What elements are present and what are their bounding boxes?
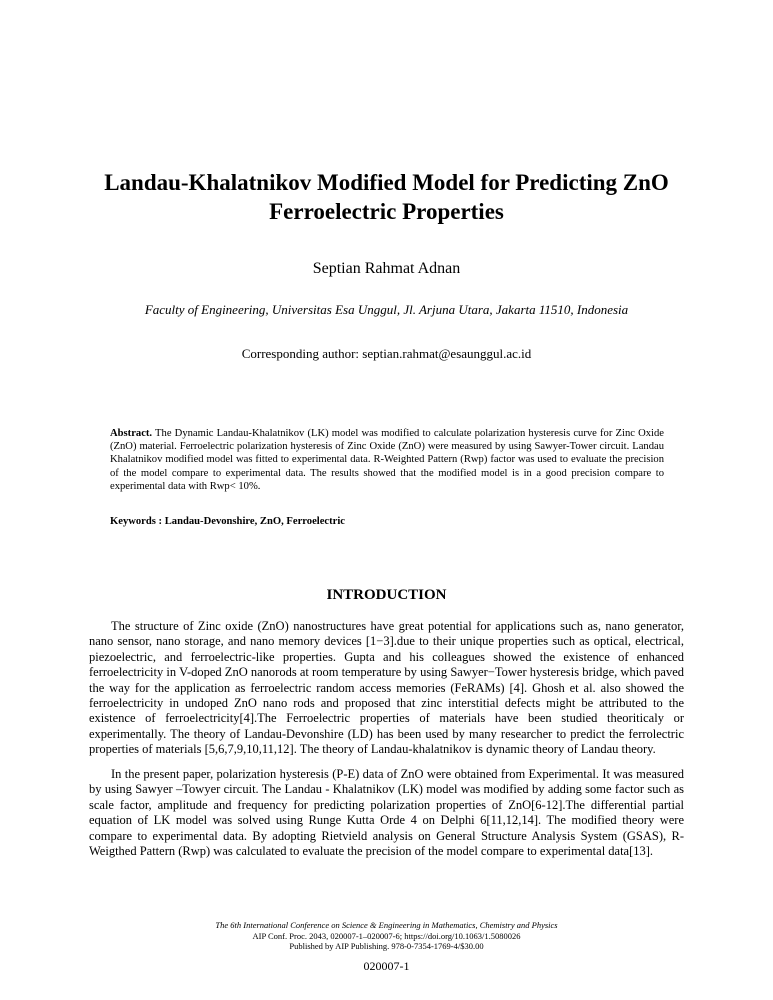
- section-heading: INTRODUCTION: [326, 587, 447, 603]
- body-paragraph: In the present paper, polarization hysteresis (P-E) data of ZnO were obtained from Experimental. It was measured by using Sawyer –Towyer circuit. The Landau - Khalatnikov (LK) model was modified by adding some factor such as scale factor, amplitude and frequency for predicting polarization properties of ZnO[6-12].The differential partial equation of LK model was solved using Runge Kutta Orde 4 on Delphi 6[11,12,14]. The modified theory were compare to experimental data. By adopting Rietvield analysis on General Structure Analysis System (GSAS), R-Weigthed Pattern (Rwp) was calculated to evaluate the precision of the model compare to experimental data[13].: [89, 767, 684, 859]
- footer-citation: AIP Conf. Proc. 2043, 020007-1–020007-6; https://doi.org/10.1063/1.5080026: [252, 930, 521, 941]
- keywords: Keywords : Landau-Devonshire, ZnO, Ferroelectric: [110, 516, 345, 527]
- paper-title: Landau-Khalatnikov Modified Model for Predicting ZnO Ferroelectric Properties: [104, 170, 669, 224]
- body-paragraph: The structure of Zinc oxide (ZnO) nanostructures have great potential for applications such as, nano generator, nano sensor, nano storage, and nano memory devices [1−3].due to their unique properties such as optical, electrical, piezoelectric, and ferroelectric-like properties. Gupta and his colleagues showed the existence of enhanced ferroelectricity in V-doped ZnO nanorods at room temperature by using Sawyer−Tower hysteresis bridge, which paved the way for the application as ferroelectric random access memories (FeRAMs) [4]. Ghosh et al. also showed the ferroelectricity in undoped ZnO nano rods and proposed that zinc interstitial defects might be attributed to the existence of ferroelectricity[4].The Ferroelectric properties of materials have been studied theoriticaly or experimentally. The theory of Landau-Devonshire (LD) has been used by many researcher to predict the ferrolectric properties of materials [5,6,7,9,10,11,12]. The theory of Landau-khalatnikov is dynamic theory of Landau theory.: [89, 619, 684, 757]
- footer-conference: The 6th International Conference on Science & Engineering in Mathematics, Chemistry and Physics: [215, 920, 558, 930]
- abstract-text: The Dynamic Landau-Khalatnikov (LK) model was modified to calculate polarization hysteresis curve for Zinc Oxide (ZnO) material. Ferroelectric polarization hysteresis of Zinc Oxide (ZnO) were measured by using Sawyer-Tower circuit. Landau Khalatnikov modified model was fitted to experimental data. R-Weighted Pattern (Rwp) factor was used to evaluate the precision of the model compare to experimental data. The results showed that the modified model is in a good precision compare to experimental data with Rwp< 10%.: [110, 428, 664, 492]
- page-number: 020007-1: [363, 959, 410, 973]
- abstract-label: Abstract.: [110, 428, 153, 439]
- author-name: Septian Rahmat Adnan: [312, 260, 461, 277]
- page-footer: [0, 920, 773, 952]
- author-affiliation: Faculty of Engineering, Universitas Esa Unggul, Jl. Arjuna Utara, Jakarta 11510, Indonesia: [144, 302, 629, 317]
- abstract: [110, 427, 664, 493]
- footer-publisher: Published by AIP Publishing. 978-0-7354-1769-4/$30.00: [289, 941, 484, 952]
- corresponding-author: Corresponding author: septian.rahmat@esaunggul.ac.id: [241, 346, 532, 361]
